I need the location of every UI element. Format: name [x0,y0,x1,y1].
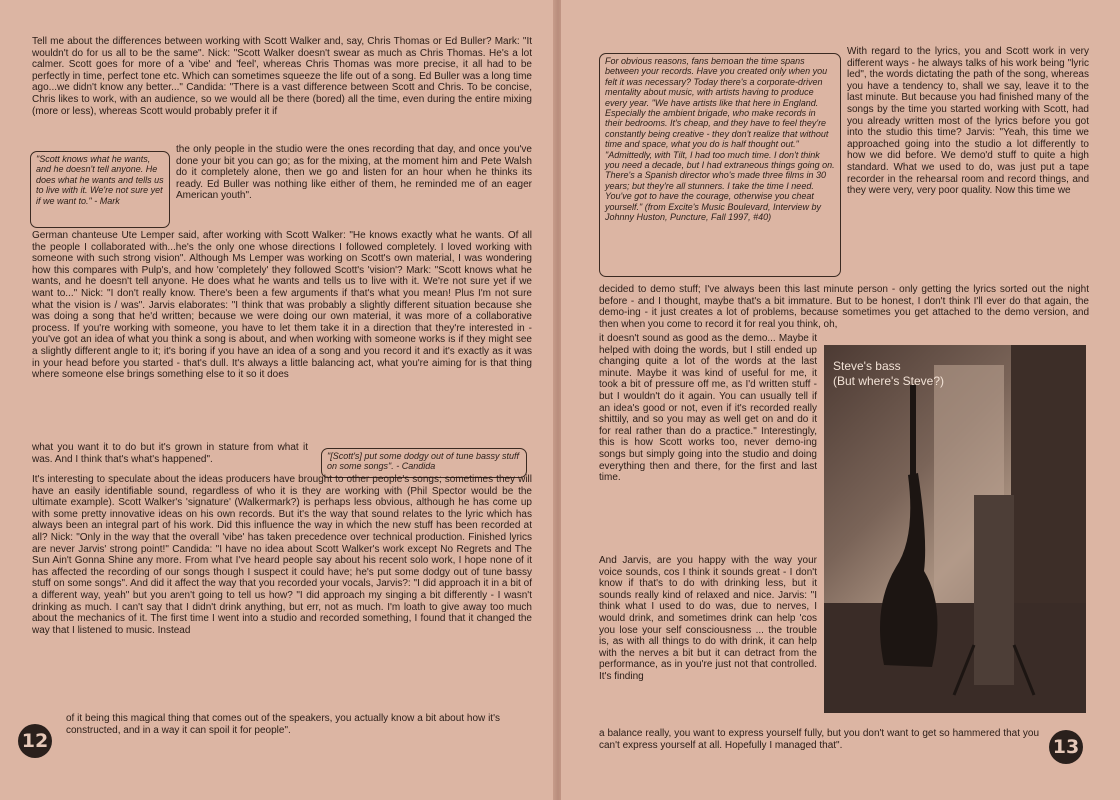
photo-caption [833,359,944,389]
right-paragraph-5: a balance really, you want to express yourself fully, but you don't want to get so hammered that you can't express yourself at all. Hopefully I managed that". [599,728,1039,751]
left-paragraph-5: It's interesting to speculate about the ideas producers have brought to other people's songs; sometimes they will have an easily identifiable sound, regardless of who it is they are working with (Phil Spector would be the ultimate example). Scott Walker's 'signature' (Walkermark?) is perhaps less obvious, although he has come up with some pretty innovative ideas on his own records. But it's the way that sound relates to the lyric which has always been an integral part of his work. Did this influence the way in which the new stuff has been recorded at all? Nick: "Only in the way that the overall 'vibe' has taken precedence over technical production. Finished lyrics are never Jarvis' strong point!" Candida: "I have no idea about Scott Walker's work except No Regrets and The Sun Ain't Gonna Shine any more. From what I've heard people say about his recent solo work, I hope none of it has affected the recording of our songs though I suspect it could have; he's put some dodgy out of tune bassy stuff on some songs". And did it affect the way that you recorded your vocals, Jarvis?: "I did approach it in a bit of a different way, yeah" but you aren't going to tell us how? "I did approach my singing a bit differently - I wasn't drinking as much. I can't say that I didn't drink anything, but err, not as much. I'm loath to give away too much about the mechanics of it. The first time I went into a studio and recorded something, I found that it changed the way that I listened to music. Instead [32,474,532,636]
photo-caption-line-2: (But where's Steve?) [833,374,945,388]
right-paragraph-2: decided to demo stuff; I've always been this last minute person - only getting the lyrics sorted out the night before - and I thought, maybe that's a bit immature. But to be honest, I don't think I'll ever do that again, the demo-ing - it just creates a lot of problems, because sometimes you get attached to the demo version, and then when you come to record it for real you think, oh, [599,284,1089,330]
left-page [0,0,557,800]
photo-caption-line-1: Steve's bass [833,359,901,373]
left-paragraph-2: the only people in the studio were the ones recording that day, and once you've done your bit you can go; as for the mixing, at the moment him and Pete Walsh do it completely alone, then we go and listen for an hour when he thinks its ready. Ed Buller was nothing like either of them, he reminded me of an eager American youth". [176,144,532,202]
interview-quote-box: For obvious reasons, fans bemoan the time spans between your records. Have you created only when you felt it was necessary? Today there's a corporate-driven mentality about music, with artists having to produce every year. "We have artists like that here in England. Especially the ambient brigade, who make records in their bedrooms. It's cheap, and they have to feel they're constantly being creative - they don't realize that without time and space, what you do is half thought out." "Admittedly, with Tilt, I had too much time. I don't think you need a decade, but I had extraneous things going on. There's a Spanish director who's made three films in 30 years; but they're all stunners. I take the time I need. You've got to have the courage, otherwise you cheat yourself." (from Excite's Music Boulevard, Interview by Johnny Huston, Puncture, Fall 1997, #40) [599,53,841,277]
right-paragraph-1: With regard to the lyrics, you and Scott work in very different ways - he always talks of his work being "lyric led", the words dictating the path of the song, whereas you have a tendency to, shall we say, leave it to the last minute. But because you had finished many of the songs by the time you started working with Scott, had you already written most of the lyrics before you got into the studio this time? Jarvis: "Yeah, this time we approached going into the studio a lot differently to how we did before. We demo'd stuff to quite a high standard. What we used to do, was just put a tape recorder in the rehearsal room and record things, and they were very, very poor quality. Now this time we [847,46,1089,197]
right-page [561,0,1120,800]
page-number-left: 12 [18,724,52,758]
studio-photo [824,345,1086,713]
right-paragraph-3: it doesn't sound as good as the demo... Maybe it helped with doing the words, but I still ended up changing quite a lot of the words at the last minute. Maybe it was kind of useful for me, it took a bit of pressure off me, as I'd written stuff - but I wouldn't do it again. You can usually tell if an idea's good or not, even if it's recorded really shittily, and so you may as well get on and do it for real rather than do a practice." Interestingly, this is how Scott works too, never demo-ing songs but simply going into the studio and doing everything then and there, for the first and last time. [599,333,817,484]
pull-quote-candida: "[Scott's] put some dodgy out of tune bassy stuff on some songs". - Candida [321,448,527,478]
pull-quote-mark: "Scott knows what he wants, and he doesn't tell anyone. He does what he wants and tells us to live with it. We're not sure yet if we want to." - Mark [30,151,170,228]
right-paragraph-4: And Jarvis, are you happy with the way your voice sounds, cos I think it sounds great - I don't know if that's to do with drinking less, but it sounds really kind of relaxed and nice. Jarvis: "I think what I used to do was, due to nerves, I would drink, and sometimes drink can help 'cos you lose your self consciousness ... the trouble is, as with all things to do with drink, it can help with the nerves a bit but it can detract from the performance, as in you're just not that controlled. It's finding [599,555,817,682]
page-number-right: 13 [1049,730,1083,764]
left-paragraph-1: Tell me about the differences between working with Scott Walker and, say, Chris Thomas or Ed Buller? Mark: "It wouldn't do for us all to be the same". Nick: "Scott Walker doesn't swear as much as Chris Thomas. He's a lot calmer. Scott goes for more of a 'vibe' and 'feel', whereas Chris Thomas was more precise, it all had to be perfectly in time, perfect tone etc. Which can sometimes squeeze the life out of a song. Ed Buller was a long time ago...we didn't know any better..." Candida: "There is a vast difference between Scott and Chris. To be concise, Chris likes to work, with an audience, so we would all be there (bored) all the time, even during the entire mixing (more or less), whereas Scott would probably prefer it if [32,36,532,117]
left-paragraph-4: what you want it to do but it's grown in stature from what it was. And I think that's what's happened". [32,442,308,465]
photo-bass-silhouette [824,345,1086,713]
left-paragraph-3: German chanteuse Ute Lemper said, after working with Scott Walker: "He knows exactly what he wants. Of all the people I collaborated with...he's the only one whose directions I followed completely. I loved working with someone with such strong vision". Although Ms Lemper was working on Scott's own material, I was wondering how this compares with Pulp's, and how 'completely' they followed Scott's 'vision'? Mark: "Scott knows what he wants, and he doesn't tell anyone. He does what he wants and tells us to live with it. We're not sure yet if we want to..." Nick: "I don't really know. There's been a few arguments if that's what you mean! Plus I'm not sure what the vision is / was". Jarvis elaborates: "I think that was probably a slightly different situation because she was doing a song that he'd written; because we were doing our own material, it was more of a collaborative process. If you're working with someone, you have to let them take it in a direction that they're interested in - you've got an idea of what you think a song is about, and when working with someone works is if they might see a slightly different angle to it; it's boring if you have an idea of a song and you record it and it's exactly as it was in your head before you started - that's dull. It's always a little balancing act, what you're aiming for is that thing where someone else brings something else to it so it does [32,230,532,381]
left-paragraph-6: of it being this magical thing that comes out of the speakers, you actually know a bit about how it's constructed, and in a way it can spoil it for people". [66,713,500,736]
